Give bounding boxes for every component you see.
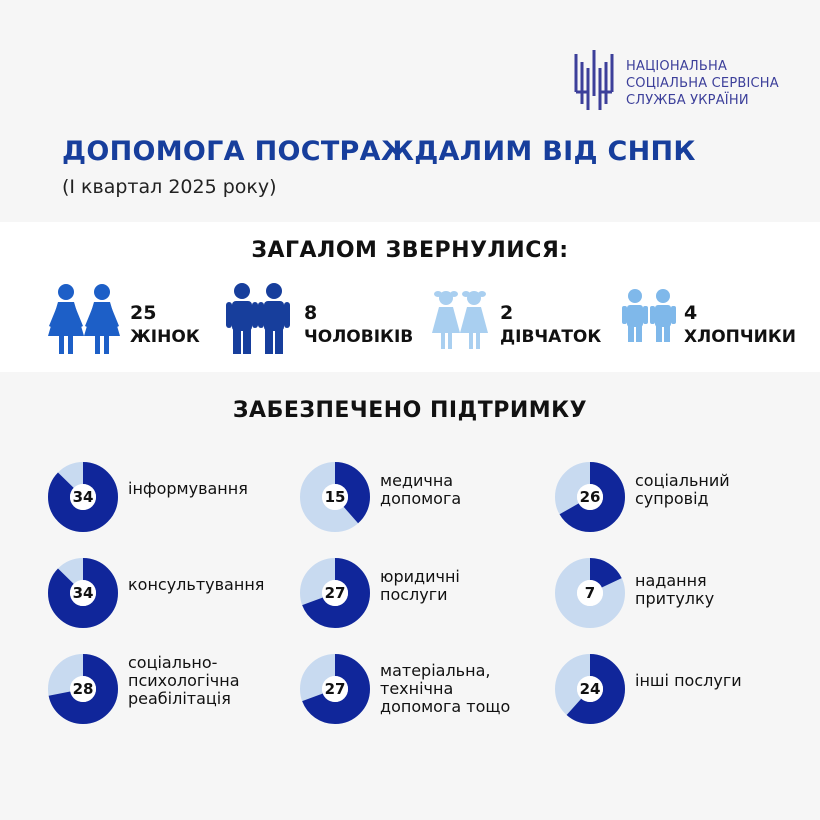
boys-count: 4 [684, 302, 698, 324]
donut-value-label: 27 [324, 680, 346, 698]
applied-section [0, 222, 820, 372]
org-name [626, 58, 779, 109]
applied-heading: ЗАГАЛОМ ЗВЕРНУЛИСЯ: [251, 238, 569, 263]
girls-count: 2 [500, 302, 514, 324]
org-name-line-2: СОЦІАЛЬНА СЕРВІСНА [626, 76, 779, 91]
support-stat-label: медична допомога [380, 471, 462, 508]
page-subtitle: (І квартал 2025 року) [62, 176, 277, 198]
support-stat-label: інформування [128, 479, 248, 498]
trident-logo-icon [572, 48, 620, 114]
boys-group [620, 280, 810, 360]
men-label: ЧОЛОВІКІВ [304, 327, 414, 347]
support-stat-label: соціально- психологічна реабілітація [128, 653, 240, 708]
women-count: 25 [130, 302, 157, 324]
men-icon [224, 280, 296, 360]
support-stat-label: надання притулку [635, 571, 715, 608]
org-name-line-3: СЛУЖБА УКРАЇНИ [626, 93, 749, 108]
support-stat-item [300, 654, 560, 734]
org-name-line-1: НАЦІОНАЛЬНА [626, 59, 728, 74]
support-stat-item [48, 462, 308, 542]
support-stat-item [300, 462, 560, 542]
men-group [224, 280, 424, 360]
donut-value-label: 7 [584, 584, 596, 602]
women-group [46, 280, 226, 360]
support-stat-label: інші послуги [635, 671, 742, 690]
support-stat-item [48, 654, 308, 734]
donut-value-label: 27 [324, 584, 346, 602]
support-stat-label: матеріальна, технічна допомога тощо [380, 661, 511, 716]
donut-value-label: 34 [72, 584, 94, 602]
support-stat-label: соціальний супровід [635, 471, 730, 508]
page-title: ДОПОМОГА ПОСТРАЖДАЛИМ ВІД СНПК [62, 136, 696, 167]
girls-label: ДІВЧАТОК [500, 327, 602, 347]
donut-value-label: 28 [72, 680, 94, 698]
girls-icon [430, 280, 494, 360]
donut-value-label: 34 [72, 488, 94, 506]
women-icon [46, 280, 126, 360]
donut-value-label: 15 [324, 488, 346, 506]
support-heading: ЗАБЕЗПЕЧЕНО ПІДТРИМКУ [232, 398, 588, 423]
boys-icon [620, 280, 680, 360]
support-stat-label: юридичні послуги [380, 567, 460, 604]
men-count: 8 [304, 302, 318, 324]
donut-value-label: 24 [579, 680, 601, 698]
donut-value-label: 26 [579, 488, 601, 506]
support-stat-item [48, 558, 308, 638]
support-stat-item [555, 558, 815, 638]
support-stat-item [555, 654, 815, 734]
support-stat-item [300, 558, 560, 638]
women-label: ЖІНОК [130, 327, 200, 347]
girls-group [430, 280, 610, 360]
boys-label: ХЛОПЧИКИ [684, 327, 796, 347]
org-logo [572, 48, 792, 118]
support-stat-label: консультування [128, 575, 265, 594]
support-stat-item [555, 462, 815, 542]
